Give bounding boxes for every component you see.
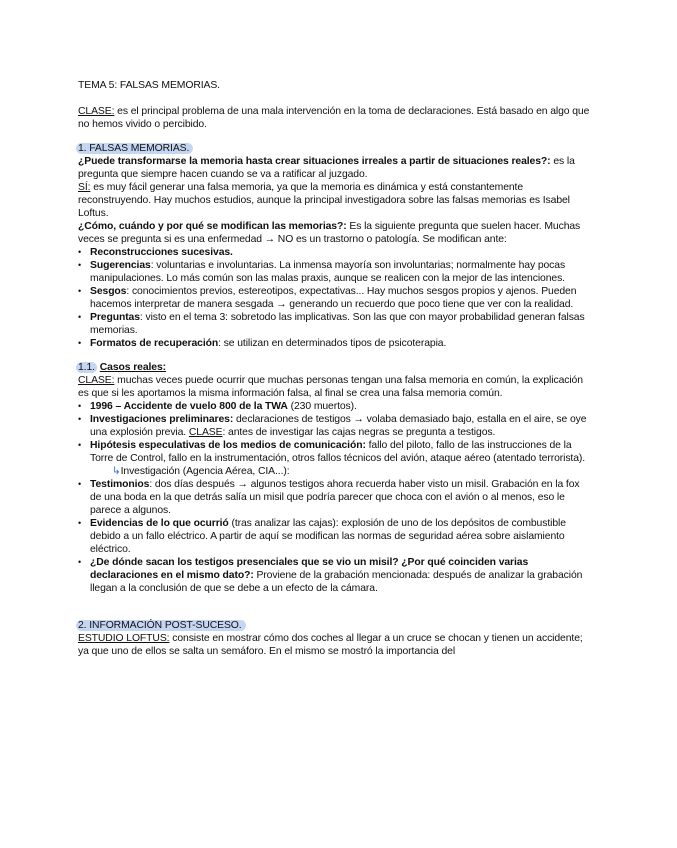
- list-item: [78, 311, 593, 337]
- question-1: [78, 155, 593, 181]
- modifiers-list: [78, 246, 593, 350]
- si-label: SÍ:: [78, 182, 91, 193]
- list-item: [78, 400, 593, 413]
- list-item: [78, 478, 593, 517]
- list-item-bold: Preguntas: [90, 312, 140, 323]
- section-1-heading: 1. FALSAS MEMORIAS.: [76, 143, 193, 154]
- list-item-bold: Sugerencias: [90, 260, 151, 271]
- intro-text: es el principal problema de una mala intervención en la toma de declaraciones. Está basado en algo que no hemos vivido o percibido.: [78, 106, 590, 130]
- question-2: [78, 220, 593, 246]
- list-item-text: (230 muertos).: [287, 401, 357, 412]
- list-item: [78, 556, 593, 595]
- list-item-text: (tras analizar las cajas): explosión de uno de los depósitos de combustible debido a un fallo eléctrico. A partir de aquí se modifican las normas de seguridad aérea sobre aislamiento eléctrico.: [90, 518, 566, 555]
- list-item-text: : conocimientos previos, estereotipos, expectativas... Hay muchos sesgos propios y ajenos. Pueden hacemos interpretar de manera sesgada → generando un recuerdo que poco tiene que ver con la realidad.: [90, 286, 577, 310]
- section-1-heading-line: [78, 142, 593, 155]
- section-1-1-heading: Casos reales:: [99, 362, 167, 373]
- list-item-text: : antes de investigar las cajas negras se pregunta a testigos.: [222, 427, 496, 438]
- list-item-bold: Testimonios: [90, 479, 150, 490]
- section-2-heading: 2. INFORMACIÓN POST-SUCESO.: [76, 620, 246, 631]
- list-item-text: : dos días después → algunos testigos ahora recuerda haber visto un misil. Grabación en la fox de una boda en la que detrás salía un misil que podría parecer que choca con el avión o al menos, eso le parece a algunos.: [90, 479, 580, 516]
- list-item-text: : voluntarias e involuntarias. La inmensa mayoría son involuntarias; normalmente hay pocas manipulaciones. Lo más común son las malas praxis, aunque se realicen con la mejor de las intenciones.: [90, 260, 566, 284]
- loftus-label: ESTUDIO LOFTUS:: [78, 633, 170, 644]
- clase-label: CLASE:: [78, 375, 115, 386]
- question-1-bold: ¿Puede transformarse la memoria hasta crear situaciones irreales a partir de situaciones reales?:: [78, 156, 551, 167]
- answer-si: [78, 181, 593, 220]
- question-2-bold: ¿Cómo, cuándo y por qué se modifican las memorias?:: [78, 221, 347, 232]
- section-1-1-heading-line: [78, 361, 593, 374]
- document-title: TEMA 5: FALSAS MEMORIAS.: [78, 80, 220, 91]
- list-item: [78, 337, 593, 350]
- clase-label: CLASE: [188, 427, 223, 438]
- casos-clase-text: muchas veces puede ocurrir que muchas personas tengan una falsa memoria en común, la explicación es que si les aportamos la misma información falsa, al final se crea una falsa memoria común.: [78, 375, 583, 399]
- list-item-bold: Formatos de recuperación: [90, 338, 219, 349]
- si-text: es muy fácil generar una falsa memoria, ya que la memoria es dinámica y está constantemente reconstruyendo. Hay muchos estudios, aunque la principal investigadora sobre las falsas memorias es Isabel Loftus.: [78, 182, 570, 219]
- loftus-paragraph: [78, 632, 593, 658]
- list-item: [78, 246, 593, 259]
- list-item-bold: Hipótesis especulativas de los medios de comunicación:: [90, 440, 366, 451]
- list-item-bold: ¿De dónde sacan los testigos presenciales que se vio un misil? ¿Por qué coinciden varias declaraciones en el mismo dato?:: [90, 557, 529, 581]
- list-item-bold: Evidencias de lo que ocurrió: [90, 518, 229, 529]
- list-item: [78, 285, 593, 311]
- list-item-text: declaraciones de testigos → volaba demasiado bajo, estalla en el aire, se oye una explosión previa.: [90, 414, 587, 438]
- question-2-text: Es la siguiente pregunta que suelen hacer. Muchas veces se pregunta si es una enfermedad → NO es un trastorno o patología. Se modifican ante:: [78, 221, 581, 245]
- document-page: [78, 79, 593, 658]
- investigation-list: [78, 478, 593, 595]
- list-item: [78, 259, 593, 285]
- list-item-text: fallo del piloto, fallo de las instrucciones de la Torre de Control, fallo en la instrumentación, otros fallos técnicos del avión, ataque aéreo (atentado terrorista).: [90, 440, 586, 464]
- list-item-text: : visto en el tema 3: sobretodo las implicativas. Son las que con mayor probabilidad generan falsas memorias.: [90, 312, 585, 336]
- investigation-text: Investigación (Agencia Aérea, CIA...):: [120, 466, 290, 477]
- section-1-1-number: 1.1.: [78, 362, 95, 373]
- list-item: [78, 517, 593, 556]
- clase-label: CLASE:: [78, 106, 115, 117]
- return-arrow-icon: ↳: [112, 466, 121, 477]
- list-item-bold: Sesgos: [90, 286, 127, 297]
- investigation-subline: [78, 465, 593, 478]
- loftus-text: consiste en mostrar cómo dos coches al llegar a un cruce se chocan y tienen un accidente; ya que uno de ellos se salta un semáforo. En el mismo se mostró la importancia del: [78, 633, 583, 657]
- list-item-bold: Investigaciones preliminares:: [90, 414, 234, 425]
- list-item: [78, 413, 593, 439]
- cases-list: [78, 400, 593, 465]
- intro-paragraph: [78, 105, 593, 131]
- list-item-bold: 1996 – Accidente de vuelo 800 de la TWA: [90, 401, 288, 412]
- list-item-bold: Reconstrucciones sucesivas.: [90, 247, 233, 258]
- casos-clase-paragraph: [78, 374, 593, 400]
- list-item: [78, 439, 593, 465]
- question-1-text: es la pregunta que siempre hacen cuando se va a ratificar al juzgado.: [78, 156, 575, 180]
- list-item-text: Proviene de la grabación mencionada: después de analizar la grabación llegan a la conclusión de que se debe a un efecto de la cámara.: [90, 570, 583, 594]
- section-2-heading-line: [78, 619, 593, 632]
- list-item-text: : se utilizan en determinados tipos de psicoterapia.: [218, 338, 447, 349]
